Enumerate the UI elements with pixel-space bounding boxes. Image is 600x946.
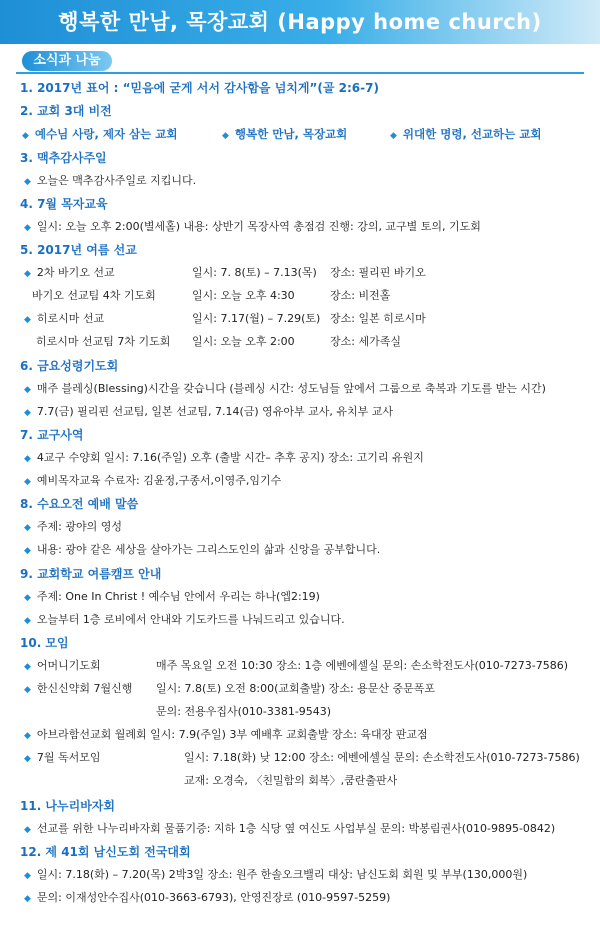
heading-thanksgiving: 3. 맥추감사주일 [20,151,107,165]
list-item: ◆ 7.7(금) 필리핀 선교팀, 일본 선교팀, 7.14(금) 영유아부 교사, 유치부 교사 [24,405,394,418]
heading-district-ministry: 7. 교구사역 [20,428,84,442]
heading-mens-conference: 12. 제 41회 남신도회 전국대회 [20,845,191,859]
bullet-icon: ◆ [24,408,31,418]
list-item: ◆ 일시: 오늘 오후 2:00(별세홀) 내용: 상반기 목장사역 총점검 진행: 강의, 교구별 토의, 기도회 [24,220,481,233]
meeting-row: ◆ 어머니기도회 매주 목요일 오전 10:30 장소: 1층 에벤에셀실 문의: 손소학전도사(010-7273-7586) [24,659,568,672]
list-item: ◆ 4교구 수양회 일시: 7.16(주일) 오후 (출발 시간– 추후 공지) 장소: 고기리 유원지 [24,451,424,464]
mission-row: ◆ 히로시마 선교 일시: 7.17(월) – 7.29(토) 장소: 일본 히로시마 [24,312,426,325]
meeting-row: ◆ 아브라함선교회 월례회 일시: 7.9(주일) 3부 예배후 교회출발 장소: 육대장 판교점 [24,728,428,741]
bullet-icon: ◆ [24,223,31,233]
heading-motto: 1. 2017년 표어 : “믿음에 굳게 서서 감사함을 넘치게”(골 2:6-7) [20,81,379,95]
bullet-icon: ◆ [24,177,31,187]
heading-friday-prayer: 6. 금요성령기도회 [20,359,119,373]
list-item: ◆ 주제: One In Christ ! 예수님 안에서 우리는 하나(엡2:19) [24,590,320,603]
list-item: ◆ 주제: 광야의 영성 [24,520,123,533]
meeting-row: 교재: 오경숙, 〈친밀함의 회복〉,쿰란출판사 [184,774,398,787]
bullet-icon: ◆ [22,131,29,141]
bullet-icon: ◆ [24,477,31,487]
heading-vision: 2. 교회 3대 비전 [20,104,112,118]
mission-row: 바기오 선교팀 4차 기도회 일시: 오늘 오후 4:30 장소: 비전홀 [32,289,391,302]
list-item: ◆ 일시: 7.18(화) – 7.20(목) 2박3일 장소: 원주 한솔오크밸리 대상: 남신도회 회원 및 부부(130,000원) [24,868,528,881]
meeting-row: ◆ 7월 독서모임 일시: 7.18(화) 낮 12:00 장소: 에벤에셀실 문의: 손소학전도사(010-7273-7586) [24,751,580,764]
heading-summer-camp: 9. 교회학교 여름캠프 안내 [20,567,162,581]
list-item: ◆ 예비목자교육 수료자: 김윤정,구종서,이영주,임기수 [24,474,282,487]
bullet-icon: ◆ [24,616,31,626]
bullet-icon: ◆ [24,269,31,279]
vision-item: ◆ 예수님 사랑, 제자 삼는 교회 [22,127,178,141]
bullet-icon: ◆ [24,685,31,695]
page-title: 행복한 만남, 목장교회 (Happy home church) [58,10,542,34]
section-tab [22,51,112,71]
mission-row: ◆ 2차 바기오 선교 일시: 7. 8(토) – 7.13(목) 장소: 필리핀 바기오 [24,266,426,279]
heading-shepherd-training: 4. 7월 목자교육 [20,197,108,211]
bullet-icon: ◆ [24,871,31,881]
bullet-icon: ◆ [24,662,31,672]
meeting-row: 문의: 전용우집사(010-3381-9543) [156,705,332,718]
bullet-icon: ◆ [24,315,31,325]
heading-summer-mission: 5. 2017년 여름 선교 [20,243,137,257]
section-tab-label: 소식과 나눔 [33,53,101,68]
heading-bazaar: 11. 나누리바자회 [20,799,115,813]
bullet-icon: ◆ [24,894,31,904]
bullet-icon: ◆ [24,754,31,764]
bullet-icon: ◆ [24,825,31,835]
section-divider [16,72,584,74]
list-item: ◆ 내용: 광야 같은 세상을 살아가는 그리스도인의 삶과 신앙을 공부합니다. [24,543,381,556]
vision-item: ◆ 행복한 만남, 목장교회 [222,127,348,141]
bullet-icon: ◆ [24,385,31,395]
list-item: ◆ 선교를 위한 나누리바자회 물품기증: 지하 1층 식당 옆 여신도 사업부실 문의: 박봉림권사(010-9895-0842) [24,822,556,835]
list-item: ◆ 매주 블레싱(Blessing)시간을 갖습니다 (블레싱 시간: 성도님들 앞에서 그룹으로 축복과 기도를 받는 시간) [24,382,546,395]
bullet-icon: ◆ [24,731,31,741]
bullet-icon: ◆ [390,131,397,141]
list-item: ◆ 오늘부터 1층 로비에서 안내와 기도카드를 나눠드리고 있습니다. [24,613,345,626]
vision-row [22,124,582,144]
bullet-icon: ◆ [24,523,31,533]
list-item: ◆ 문의: 이재성안수집사(010-3663-6793), 안영진장로 (010-9597-5259) [24,891,391,904]
bullet-icon: ◆ [24,454,31,464]
vision-item: ◆ 위대한 명령, 선교하는 교회 [390,127,542,141]
bullet-icon: ◆ [222,131,229,141]
heading-wednesday-sermon: 8. 수요오전 예배 말씀 [20,497,139,511]
mission-row: 히로시마 선교팀 7차 기도회 일시: 오늘 오후 2:00 장소: 세가족실 [36,335,401,348]
bullet-icon: ◆ [24,546,31,556]
heading-meetings: 10. 모임 [20,636,69,650]
bullet-icon: ◆ [24,593,31,603]
list-item: ◆ 오늘은 맥추감사주일로 지킵니다. [24,174,197,187]
meeting-row: ◆ 한신신약회 7월신행 일시: 7.8(토) 오전 8:00(교회출발) 장소: 용문산 중문폭포 [24,682,436,695]
